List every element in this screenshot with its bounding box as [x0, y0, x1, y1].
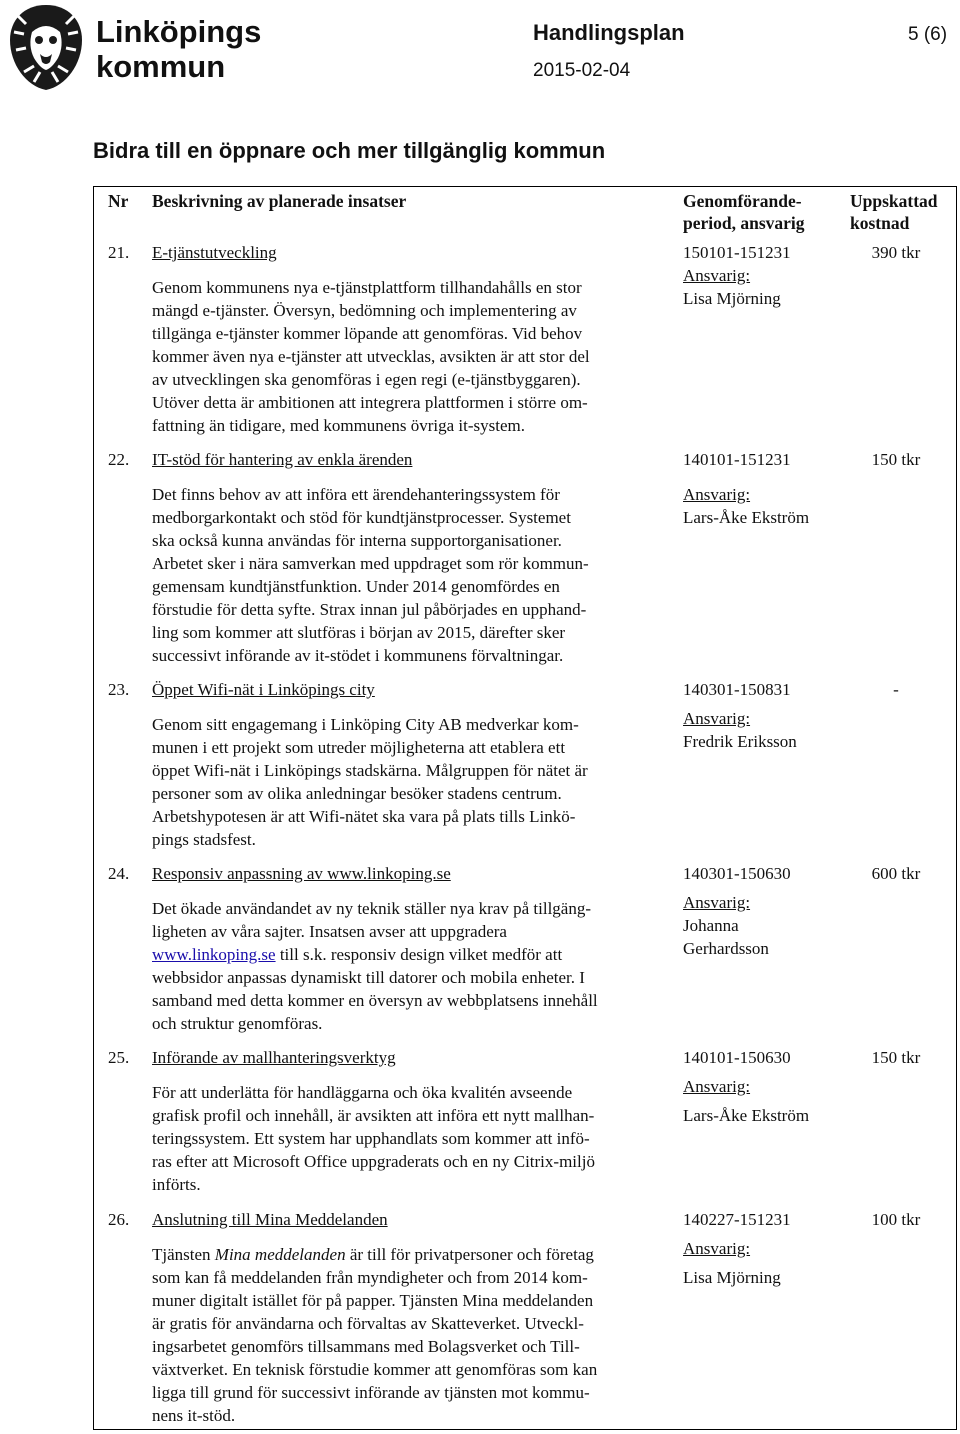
- header-nr: Nr: [108, 191, 129, 211]
- responsible-person: Lisa Mjörning: [683, 1268, 781, 1287]
- responsible-label: Ansvarig:: [683, 1077, 751, 1096]
- row-period: 140101-150630: [683, 1048, 791, 1067]
- header-description: Beskrivning av planerade insatser: [152, 191, 407, 211]
- row-period: 150101-151231: [683, 243, 791, 262]
- action-plan-table: [93, 186, 957, 1430]
- header-cost: Uppskattad kostnad: [850, 191, 938, 233]
- responsible-person: Lisa Mjörning: [683, 289, 781, 308]
- row-title: E-tjänstutveckling: [152, 243, 277, 262]
- row-cost: 150 tkr: [871, 1048, 921, 1067]
- responsible-person: Lars-Åke Ekström: [683, 1106, 810, 1125]
- responsible-label: Ansvarig:: [683, 266, 751, 285]
- row-title: Anslutning till Mina Meddelanden: [152, 1210, 388, 1229]
- responsible-person: Johanna Gerhardsson: [683, 916, 769, 958]
- row-number: 23.: [108, 680, 130, 699]
- row-cost: 390 tkr: [871, 243, 921, 262]
- responsible-person: Lars-Åke Ekström: [683, 508, 810, 527]
- responsible-label: Ansvarig:: [683, 1239, 751, 1258]
- row-period: 140101-151231: [683, 450, 791, 469]
- header-period: Genomförande- period, ansvarig: [683, 191, 805, 233]
- document-title: Handlingsplan: [533, 20, 685, 45]
- row-cost: 150 tkr: [871, 450, 921, 469]
- row-period: 140301-150831: [683, 680, 791, 699]
- row-title: Responsiv anpassning av www.linkoping.se: [152, 864, 451, 883]
- row-number: 25.: [108, 1048, 130, 1067]
- row-description: För att underlätta för handläggarna och öka kvalitén avseende grafisk profil och innehåll, är avsikten att införa ett nytt mallhan- teringssystem. Ett system har upphandlats som kommer att infö- ras efter att Microsoft Office uppgraderats och en ny Citrix-miljö införts.: [152, 1083, 595, 1194]
- row-description: Genom sitt engagemang i Linköping City AB medverkar kom- munen i ett projekt som utreder möjligheterna att etablera ett öppet Wifi-nät i Linköpings stadskärna. Målgruppen för nätet är personer som av olika anledningar besöker stadens centrum. Arbetshypotesen är att Wifi-nätet ska vara på plats tills Linkö- pings stadsfest.: [152, 715, 588, 849]
- row-description: Det ökade användandet av ny teknik ställer nya krav på tillgäng- ligheten av våra sajter. Insatsen avser att uppgradera www.linkoping.se till s.k. responsiv design vilket medför att webbsidor anpassas dynamiskt till datorer och mobila enheter. I samband med detta kommer en översyn av webbplatsens innehåll och struktur genomföras.: [152, 899, 598, 1033]
- row-number: 21.: [108, 243, 130, 262]
- responsible-person: Fredrik Eriksson: [683, 732, 797, 751]
- lion-crest-logo: [4, 2, 88, 92]
- row-number: 22.: [108, 450, 130, 469]
- organization-name: Linköpings kommun: [96, 14, 262, 84]
- row-title: IT-stöd för hantering av enkla ärenden: [152, 450, 413, 469]
- page-number: 5 (6): [908, 24, 948, 45]
- row-period: 140301-150630: [683, 864, 791, 883]
- website-link[interactable]: www.linkoping.se: [152, 945, 276, 964]
- row-title: Införande av mallhanteringsverktyg: [152, 1048, 396, 1067]
- section-title: Bidra till en öppnare och mer tillgänglig kommun: [93, 138, 606, 163]
- row-title: Öppet Wifi-nät i Linköpings city: [152, 680, 375, 699]
- row-number: 26.: [108, 1210, 130, 1229]
- row-cost: 600 tkr: [871, 864, 921, 883]
- row-description: Genom kommunens nya e-tjänstplattform tillhandahålls en stor mängd e-tjänster. Översyn, bedömning och implementering av tillgänga e-tjänster kommer löpande att genomföras. Vid behov kommer även nya e-tjänster att utvecklas, avsikten är att stor del av utvecklingen ska genomföras i egen regi (e-tjänstbyggaren). Utöver detta är ambitionen att integrera plattformen i större om- fattning än tidigare, med kommunens övriga it-system.: [152, 278, 590, 435]
- row-period: 140227-151231: [683, 1210, 791, 1229]
- row-cost: -: [893, 680, 899, 699]
- row-description: Det finns behov av att införa ett ärendehanteringssystem för medborgarkontakt och stöd för kundtjänstprocesser. Systemet ska också kunna användas för interna supportorganisationer. Arbetet sker i nära samverkan med uppdraget som rör kommun- gemensam kundtjänstfunktion. Under 2014 genomfördes en förstudie för detta syfte. Strax innan jul påbörjades en upphand- ling som kommer att slutföras i början av 2015, därefter sker successivt införande av it-stödet i kommunens förvaltningar.: [152, 485, 589, 665]
- row-description: Tjänsten Mina meddelanden är till för privatpersoner och företag som kan få meddelanden från myndigheter och from 2014 kom- muner digitalt istället för på papper. Tjänsten Mina meddelanden är gratis för användarna och förvaltas av Skatteverket. Utveckl- ingsarbetet genomförs tillsammans med Bolagsverket och Till- växtverket. En teknisk förstudie kommer att genomföras som kan ligga till grund för successivt införande av tjänsten mot kommu- nens it-stöd.: [152, 1245, 598, 1425]
- row-number: 24.: [108, 864, 130, 883]
- responsible-label: Ansvarig:: [683, 709, 751, 728]
- row-cost: 100 tkr: [871, 1210, 921, 1229]
- responsible-label: Ansvarig:: [683, 893, 751, 912]
- page-header: [0, 0, 960, 100]
- document-date: 2015-02-04: [533, 60, 631, 81]
- responsible-label: Ansvarig:: [683, 485, 751, 504]
